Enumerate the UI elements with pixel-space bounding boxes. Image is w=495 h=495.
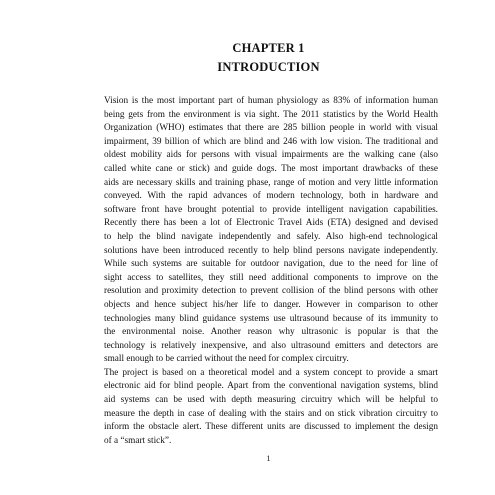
paragraph-line: electronic aid for blind people. Apart from the conventional navigation systems, blind: [104, 381, 438, 392]
paragraph-line: oldest mobility aids for persons with visual impairments are the walking cane (also: [104, 150, 438, 161]
paragraph-line: of a “smart stick”.: [104, 435, 172, 446]
paragraph-line: to help the blind navigate independently and safely. Also high-end technological: [104, 231, 438, 242]
body-text: [104, 95, 438, 448]
paragraph-line: technologies many blind guidance systems use ultrasound because of its immunity to: [104, 313, 438, 324]
paragraph-line: Recently there has been a lot of Electronic Travel Aids (ETA) designed and devised: [104, 218, 438, 229]
paragraph-line: technology is relatively inexpensive, and also ultrasound emitters and detectors are: [104, 340, 438, 351]
paragraph-line: the environmental noise. Another reason why ultrasonic is popular is that the: [104, 327, 438, 338]
chapter-title: INTRODUCTION: [217, 60, 320, 74]
paragraph-line: impairment, 39 billion of which are blind and 246 with low vision. The traditional and: [104, 136, 438, 147]
paragraph: [104, 95, 438, 367]
paragraph-line: The project is based on a theoretical model and a system concept to provide a smart: [104, 367, 438, 378]
paragraph-line: Vision is the most important part of human physiology as 83% of information human: [104, 96, 438, 106]
paragraph-line: aid systems can be used with depth measuring circuitry which will be helpful to: [104, 395, 438, 406]
paragraph-line: conveyed. With the rapid advances of modern technology, both in hardware and: [104, 191, 438, 202]
chapter-number: CHAPTER 1: [232, 41, 305, 55]
paragraph: [104, 367, 438, 449]
paragraph-line: aids are necessary skills and training phase, range of motion and very little information: [104, 177, 438, 188]
paragraph-line: solutions have been introduced recently to help blind persons navigate independently.: [104, 245, 438, 256]
paragraph-line: called white cane or stick) and guide dogs. The most important drawbacks of these: [104, 163, 438, 174]
paragraph-line: inform the obstacle alert. These different units are discussed to implement the design: [104, 422, 438, 433]
paragraph-line: Organization (WHO) estimates that there are 285 billion people in world with visual: [104, 123, 438, 134]
paragraph-line: software front have brought potential to provide intelligent navigation capabilities.: [104, 204, 438, 215]
paragraph-line: sight access to satellites, they still need additional components to improve on the: [104, 272, 438, 283]
page-number: 1: [266, 454, 271, 463]
paragraph-line: measure the depth in case of dealing with the stairs and on stick vibration circuitry to: [104, 408, 438, 419]
paragraph-line: small enough to be carried without the need for complex circuitry.: [104, 354, 349, 365]
paragraph-line: While such systems are suitable for outdoor navigation, due to the need for line of: [104, 259, 438, 270]
paragraph-line: objects and hence subject his/her life to danger. However in comparison to other: [104, 299, 438, 310]
paragraph-line: being gets from the environment is via sight. The 2011 statistics by the World Health: [104, 109, 438, 120]
paragraph-line: resolution and proximity detection to prevent collision of the blind persons with other: [104, 286, 438, 297]
